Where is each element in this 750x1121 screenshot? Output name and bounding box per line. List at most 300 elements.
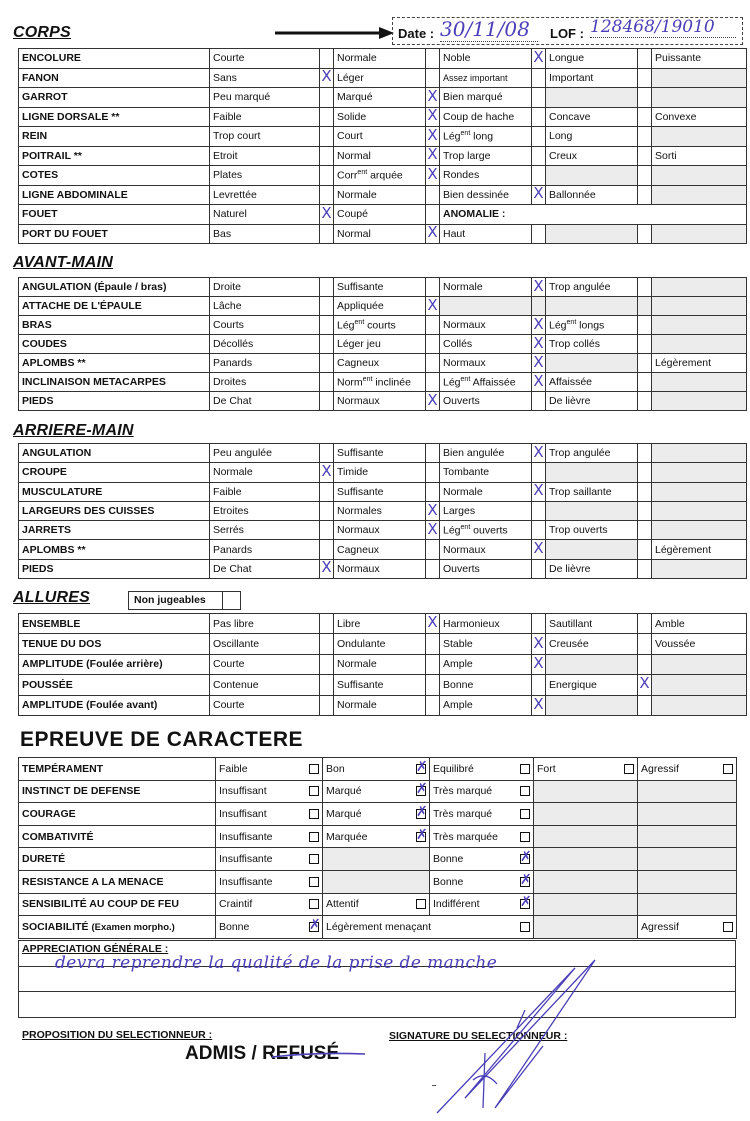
avant-main-option[interactable]: Cagneux bbox=[334, 354, 426, 373]
corps-checkbox[interactable] bbox=[532, 185, 546, 205]
caractere-option[interactable] bbox=[638, 916, 737, 939]
allures-option[interactable]: Ample bbox=[440, 654, 532, 674]
corps-option[interactable]: Noble bbox=[440, 49, 532, 69]
avant-main-checkbox[interactable] bbox=[638, 297, 652, 316]
checked-checkbox[interactable] bbox=[416, 786, 426, 796]
allures-checkbox[interactable] bbox=[638, 654, 652, 674]
allures-option bbox=[652, 675, 747, 695]
arriere-main-option[interactable]: Normale bbox=[440, 482, 532, 501]
x-mark-icon: X bbox=[321, 68, 332, 86]
corps-checkbox[interactable] bbox=[426, 127, 440, 147]
checkbox[interactable] bbox=[520, 764, 530, 774]
empty-cell bbox=[638, 848, 737, 871]
x-mark-icon: X bbox=[533, 277, 544, 295]
caractere-row-label: TEMPÉRAMENT bbox=[19, 758, 216, 781]
corps-option[interactable]: Coup de hache bbox=[440, 107, 532, 127]
corps-option[interactable]: Haut bbox=[440, 224, 532, 244]
corps-checkbox[interactable] bbox=[320, 49, 334, 69]
corps-option[interactable]: Trop court bbox=[210, 127, 320, 147]
corps-checkbox[interactable] bbox=[426, 49, 440, 69]
avant-main-option[interactable]: Affaissée bbox=[546, 373, 638, 392]
corps-checkbox[interactable] bbox=[426, 166, 440, 186]
avant-main-checkbox[interactable] bbox=[638, 373, 652, 392]
arriere-main-option[interactable]: Trop ouverts bbox=[546, 521, 638, 540]
corps-option[interactable]: Lég$^{ent}$ long bbox=[440, 127, 532, 147]
admis-option[interactable]: ADMIS bbox=[185, 1043, 247, 1064]
arriere-main-option[interactable]: Légèrement bbox=[652, 540, 747, 559]
corps-checkbox[interactable] bbox=[532, 224, 546, 244]
corps-title: CORPS bbox=[13, 24, 71, 41]
corps-option[interactable]: Corr$^{ent}$ arquée bbox=[334, 166, 426, 186]
avant-main-option[interactable]: Décollés bbox=[210, 335, 320, 354]
corps-option[interactable]: Court bbox=[334, 127, 426, 147]
corps-checkbox[interactable] bbox=[320, 88, 334, 108]
corps-checkbox[interactable] bbox=[320, 68, 334, 88]
caractere-option[interactable] bbox=[430, 825, 534, 848]
corps-option[interactable]: Ballonnée bbox=[546, 185, 638, 205]
allures-option[interactable]: Creusée bbox=[546, 634, 638, 654]
avant-main-checkbox[interactable] bbox=[320, 297, 334, 316]
allures-option[interactable]: Ondulante bbox=[334, 634, 426, 654]
caractere-row bbox=[19, 848, 737, 871]
avant-main-checkbox[interactable] bbox=[426, 297, 440, 316]
corps-option[interactable]: Puissante bbox=[652, 49, 747, 69]
avant-main-checkbox[interactable] bbox=[320, 335, 334, 354]
avant-main-checkbox[interactable] bbox=[638, 354, 652, 373]
corps-checkbox[interactable] bbox=[532, 49, 546, 69]
allures-checkbox[interactable] bbox=[532, 634, 546, 654]
corps-checkbox[interactable] bbox=[320, 185, 334, 205]
checkbox[interactable] bbox=[309, 786, 319, 796]
checkbox[interactable] bbox=[309, 809, 319, 819]
arriere-main-checkbox[interactable] bbox=[638, 521, 652, 540]
corps-checkbox[interactable] bbox=[638, 146, 652, 166]
arriere-main-checkbox[interactable] bbox=[320, 540, 334, 559]
allures-option[interactable]: Suffisante bbox=[334, 675, 426, 695]
allures-option[interactable]: Pas libre bbox=[210, 614, 320, 634]
corps-checkbox[interactable] bbox=[638, 88, 652, 108]
caractere-option-label: Bonne bbox=[433, 875, 464, 888]
corps-option[interactable]: Peu marqué bbox=[210, 88, 320, 108]
corps-option[interactable]: Sans bbox=[210, 68, 320, 88]
avant-main-checkbox[interactable] bbox=[638, 278, 652, 297]
avant-main-option[interactable]: Lég$^{ent}$ longs bbox=[546, 316, 638, 335]
checkbox[interactable] bbox=[520, 832, 530, 842]
avant-main-checkbox[interactable] bbox=[638, 392, 652, 411]
arriere-main-checkbox[interactable] bbox=[426, 482, 440, 501]
checkbox[interactable] bbox=[723, 764, 733, 774]
avant-main-option[interactable]: De Chat bbox=[210, 392, 320, 411]
arriere-main-option[interactable]: Timide bbox=[334, 463, 426, 482]
avant-main-checkbox[interactable] bbox=[532, 316, 546, 335]
corps-checkbox[interactable] bbox=[638, 107, 652, 127]
arriere-main-checkbox[interactable] bbox=[638, 463, 652, 482]
corps-option[interactable]: Courte bbox=[210, 49, 320, 69]
allures-checkbox[interactable] bbox=[320, 675, 334, 695]
corps-option[interactable]: Normale bbox=[334, 49, 426, 69]
avant-main-option[interactable]: Léger jeu bbox=[334, 335, 426, 354]
corps-checkbox[interactable] bbox=[320, 127, 334, 147]
avant-main-checkbox[interactable] bbox=[426, 354, 440, 373]
corps-checkbox[interactable] bbox=[638, 224, 652, 244]
corps-checkbox[interactable] bbox=[320, 224, 334, 244]
corps-option[interactable]: Léger bbox=[334, 68, 426, 88]
arriere-main-checkbox[interactable] bbox=[426, 501, 440, 520]
caractere-option[interactable] bbox=[430, 803, 534, 826]
arriere-main-option[interactable]: Serrés bbox=[210, 521, 320, 540]
avant-main-checkbox[interactable] bbox=[426, 373, 440, 392]
arriere-main-option[interactable]: Normaux bbox=[334, 559, 426, 578]
caractere-option[interactable] bbox=[430, 848, 534, 871]
avant-main-option[interactable]: Trop angulée bbox=[546, 278, 638, 297]
checkbox[interactable] bbox=[309, 854, 319, 864]
corps-option[interactable]: Concave bbox=[546, 107, 638, 127]
allures-checkbox[interactable] bbox=[532, 675, 546, 695]
arriere-main-option[interactable]: Normaux bbox=[440, 540, 532, 559]
corps-checkbox[interactable] bbox=[638, 68, 652, 88]
avant-main-option[interactable]: Légèrement bbox=[652, 354, 747, 373]
caractere-option[interactable] bbox=[216, 825, 323, 848]
arriere-main-checkbox[interactable] bbox=[320, 559, 334, 578]
avant-main-checkbox[interactable] bbox=[532, 297, 546, 316]
corps-checkbox[interactable] bbox=[532, 146, 546, 166]
corps-checkbox[interactable] bbox=[532, 88, 546, 108]
avant-main-option[interactable]: Normaux bbox=[334, 392, 426, 411]
caractere-option[interactable] bbox=[216, 893, 323, 916]
allures-checkbox[interactable] bbox=[426, 695, 440, 715]
corps-checkbox[interactable] bbox=[426, 107, 440, 127]
avant-main-checkbox[interactable] bbox=[320, 373, 334, 392]
corps-option[interactable]: Longue bbox=[546, 49, 638, 69]
avant-main-option[interactable]: De lièvre bbox=[546, 392, 638, 411]
checkbox[interactable] bbox=[624, 764, 634, 774]
arriere-main-checkbox[interactable] bbox=[426, 559, 440, 578]
allures-checkbox[interactable] bbox=[638, 614, 652, 634]
corps-option[interactable]: ANOMALIE : bbox=[440, 205, 747, 225]
corps-checkbox[interactable] bbox=[320, 166, 334, 186]
allures-checkbox[interactable] bbox=[320, 695, 334, 715]
corps-option[interactable]: Assez important bbox=[440, 68, 532, 88]
caractere-option[interactable] bbox=[216, 803, 323, 826]
avant-main-option[interactable]: Droite bbox=[210, 278, 320, 297]
x-mark-icon: X bbox=[533, 482, 544, 500]
checked-checkbox[interactable] bbox=[416, 764, 426, 774]
arriere-main-option[interactable]: Ouverts bbox=[440, 559, 532, 578]
arriere-main-option[interactable]: Lég$^{ent}$ ouverts bbox=[440, 521, 532, 540]
corps-checkbox[interactable] bbox=[532, 127, 546, 147]
checkbox[interactable] bbox=[520, 809, 530, 819]
allures-option[interactable]: Courte bbox=[210, 654, 320, 674]
corps-checkbox[interactable] bbox=[638, 185, 652, 205]
allures-option[interactable]: Bonne bbox=[440, 675, 532, 695]
avant-main-option[interactable]: Lég$^{ent}$ courts bbox=[334, 316, 426, 335]
caractere-option[interactable] bbox=[323, 893, 430, 916]
allures-option[interactable]: Normale bbox=[334, 654, 426, 674]
caractere-option[interactable] bbox=[430, 870, 534, 893]
corps-option[interactable]: Rondes bbox=[440, 166, 532, 186]
arriere-main-checkbox[interactable] bbox=[320, 501, 334, 520]
corps-checkbox[interactable] bbox=[532, 166, 546, 186]
corps-option[interactable]: Long bbox=[546, 127, 638, 147]
arriere-main-checkbox[interactable] bbox=[532, 463, 546, 482]
arriere-main-checkbox[interactable] bbox=[320, 521, 334, 540]
caractere-option[interactable] bbox=[430, 893, 534, 916]
caractere-option-label: Insuffisante bbox=[219, 830, 273, 843]
arriere-main-checkbox[interactable] bbox=[638, 482, 652, 501]
arriere-main-option[interactable]: Panards bbox=[210, 540, 320, 559]
arriere-main-option[interactable]: Trop angulée bbox=[546, 444, 638, 463]
arriere-main-checkbox[interactable] bbox=[426, 463, 440, 482]
arriere-main-checkbox[interactable] bbox=[638, 501, 652, 520]
arriere-main-option[interactable]: Suffisante bbox=[334, 482, 426, 501]
avant-main-checkbox[interactable] bbox=[638, 335, 652, 354]
x-mark-icon: X bbox=[427, 165, 438, 183]
avant-main-checkbox[interactable] bbox=[320, 392, 334, 411]
corps-checkbox[interactable] bbox=[532, 68, 546, 88]
corps-checkbox[interactable] bbox=[638, 166, 652, 186]
avant-main-option[interactable]: Lâche bbox=[210, 297, 320, 316]
allures-option[interactable]: Stable bbox=[440, 634, 532, 654]
corps-option[interactable]: Trop large bbox=[440, 146, 532, 166]
checkbox[interactable] bbox=[520, 922, 530, 932]
arriere-main-checkbox[interactable] bbox=[320, 482, 334, 501]
checkbox[interactable] bbox=[309, 877, 319, 887]
corps-option[interactable]: Plates bbox=[210, 166, 320, 186]
arriere-main-checkbox[interactable] bbox=[426, 540, 440, 559]
arriere-main-checkbox[interactable] bbox=[532, 559, 546, 578]
caractere-option[interactable] bbox=[323, 803, 430, 826]
allures-checkbox[interactable] bbox=[638, 634, 652, 654]
avant-main-option[interactable]: Droites bbox=[210, 373, 320, 392]
allures-option[interactable]: Energique bbox=[546, 675, 638, 695]
corps-checkbox[interactable] bbox=[320, 146, 334, 166]
avant-main-option[interactable]: Ouverts bbox=[440, 392, 532, 411]
corps-option[interactable]: Levrettée bbox=[210, 185, 320, 205]
allures-option[interactable]: Contenue bbox=[210, 675, 320, 695]
avant-main-option[interactable]: Suffisante bbox=[334, 278, 426, 297]
caractere-option-label: Craintif bbox=[219, 898, 253, 911]
corps-option[interactable]: Marqué bbox=[334, 88, 426, 108]
caractere-option[interactable] bbox=[216, 870, 323, 893]
arriere-main-checkbox[interactable] bbox=[532, 501, 546, 520]
corps-checkbox[interactable] bbox=[426, 224, 440, 244]
allures-option[interactable]: Oscillante bbox=[210, 634, 320, 654]
arriere-main-checkbox[interactable] bbox=[638, 540, 652, 559]
checkbox[interactable] bbox=[520, 786, 530, 796]
corps-option[interactable]: Normale bbox=[334, 185, 426, 205]
caractere-option[interactable] bbox=[216, 780, 323, 803]
allures-option[interactable]: Normale bbox=[334, 695, 426, 715]
corps-row-label: POITRAIL ** bbox=[19, 146, 210, 166]
allures-checkbox[interactable] bbox=[426, 634, 440, 654]
checked-checkbox[interactable] bbox=[416, 832, 426, 842]
caractere-option-label: Bon bbox=[326, 762, 345, 775]
arriere-main-option[interactable]: Cagneux bbox=[334, 540, 426, 559]
corps-option[interactable]: Etroit bbox=[210, 146, 320, 166]
avant-main-checkbox[interactable] bbox=[532, 335, 546, 354]
caractere-row bbox=[19, 893, 737, 916]
corps-option[interactable]: Convexe bbox=[652, 107, 747, 127]
arriere-main-checkbox[interactable] bbox=[532, 521, 546, 540]
arriere-main-row bbox=[19, 521, 747, 540]
corps-checkbox[interactable] bbox=[426, 185, 440, 205]
arriere-main-checkbox[interactable] bbox=[532, 540, 546, 559]
avant-main-checkbox[interactable] bbox=[426, 316, 440, 335]
corps-checkbox[interactable] bbox=[426, 68, 440, 88]
avant-main-option[interactable]: Trop collés bbox=[546, 335, 638, 354]
caractere-option[interactable] bbox=[430, 758, 534, 781]
caractere-option-label: Bonne bbox=[433, 853, 464, 866]
avant-main-checkbox[interactable] bbox=[426, 392, 440, 411]
appreciation-text[interactable]: devra reprendre la qualité de la prise de manche bbox=[55, 953, 498, 973]
corps-checkbox[interactable] bbox=[638, 127, 652, 147]
avant-main-checkbox[interactable] bbox=[320, 316, 334, 335]
corps-option[interactable]: Bas bbox=[210, 224, 320, 244]
caractere-option[interactable] bbox=[534, 758, 638, 781]
avant-main-option[interactable]: Normaux bbox=[440, 316, 532, 335]
checked-checkbox[interactable] bbox=[520, 899, 530, 909]
corps-checkbox[interactable] bbox=[532, 107, 546, 127]
allures-checkbox[interactable] bbox=[426, 614, 440, 634]
arriere-main-option[interactable]: Faible bbox=[210, 482, 320, 501]
caractere-option[interactable] bbox=[638, 758, 737, 781]
allures-checkbox[interactable] bbox=[320, 614, 334, 634]
allures-option[interactable]: Voussée bbox=[652, 634, 747, 654]
allures-option[interactable]: Ample bbox=[440, 695, 532, 715]
caractere-option[interactable] bbox=[216, 848, 323, 871]
caractere-row bbox=[19, 780, 737, 803]
arriere-main-checkbox[interactable] bbox=[320, 463, 334, 482]
date-field[interactable]: 30/11/08 bbox=[440, 17, 538, 42]
allures-checkbox[interactable] bbox=[638, 695, 652, 715]
caractere-option[interactable] bbox=[323, 758, 430, 781]
arriere-main-option[interactable]: Normales bbox=[334, 501, 426, 520]
arriere-main-checkbox[interactable] bbox=[320, 444, 334, 463]
avant-main-checkbox[interactable] bbox=[532, 392, 546, 411]
corps-option[interactable]: Normal bbox=[334, 146, 426, 166]
caractere-option[interactable] bbox=[323, 916, 534, 939]
arriere-main-row-label: PIEDS bbox=[19, 559, 210, 578]
corps-option[interactable]: Normal bbox=[334, 224, 426, 244]
allures-checkbox[interactable] bbox=[532, 654, 546, 674]
allures-option[interactable]: Libre bbox=[334, 614, 426, 634]
avant-main-checkbox[interactable] bbox=[426, 278, 440, 297]
avant-main-option[interactable]: Appliquée bbox=[334, 297, 426, 316]
avant-main-option[interactable]: Panards bbox=[210, 354, 320, 373]
arriere-main-option[interactable]: Etroites bbox=[210, 501, 320, 520]
caractere-option[interactable] bbox=[216, 916, 323, 939]
checkbox[interactable] bbox=[723, 922, 733, 932]
allures-checkbox[interactable] bbox=[320, 654, 334, 674]
avant-main-checkbox[interactable] bbox=[320, 354, 334, 373]
corps-option[interactable]: Faible bbox=[210, 107, 320, 127]
allures-option[interactable]: Courte bbox=[210, 695, 320, 715]
arriere-main-option[interactable]: Normale bbox=[210, 463, 320, 482]
avant-main-option[interactable]: Norm$^{ent}$ inclinée bbox=[334, 373, 426, 392]
arriere-main-checkbox[interactable] bbox=[532, 482, 546, 501]
checkbox[interactable] bbox=[309, 832, 319, 842]
arriere-main-option[interactable]: Peu angulée bbox=[210, 444, 320, 463]
corps-option[interactable]: Important bbox=[546, 68, 638, 88]
corps-checkbox[interactable] bbox=[320, 107, 334, 127]
arriere-main-option[interactable]: Bien angulée bbox=[440, 444, 532, 463]
avant-main-checkbox[interactable] bbox=[426, 335, 440, 354]
corps-option[interactable]: Bien marqué bbox=[440, 88, 532, 108]
avant-main-option[interactable]: Normale bbox=[440, 278, 532, 297]
arriere-main-option[interactable]: De lièvre bbox=[546, 559, 638, 578]
arriere-main-checkbox[interactable] bbox=[426, 521, 440, 540]
allures-checkbox[interactable] bbox=[426, 675, 440, 695]
avant-main-checkbox[interactable] bbox=[638, 316, 652, 335]
caractere-option[interactable] bbox=[323, 780, 430, 803]
allures-checkbox[interactable] bbox=[532, 695, 546, 715]
checked-checkbox[interactable] bbox=[520, 877, 530, 887]
arriere-main-checkbox[interactable] bbox=[638, 444, 652, 463]
refuse-option[interactable]: REFUSÉ bbox=[262, 1043, 340, 1064]
caractere-option[interactable] bbox=[323, 825, 430, 848]
avant-main-checkbox[interactable] bbox=[320, 278, 334, 297]
avant-main-checkbox[interactable] bbox=[532, 373, 546, 392]
allures-checkbox[interactable] bbox=[638, 675, 652, 695]
allures-option[interactable]: Harmonieux bbox=[440, 614, 532, 634]
corps-option[interactable]: Creux bbox=[546, 146, 638, 166]
avant-main-option[interactable]: Collés bbox=[440, 335, 532, 354]
corps-checkbox[interactable] bbox=[320, 205, 334, 225]
arriere-main-checkbox[interactable] bbox=[426, 444, 440, 463]
caractere-option[interactable] bbox=[216, 758, 323, 781]
arriere-main-option[interactable]: Tombante bbox=[440, 463, 532, 482]
arriere-main-option[interactable]: Trop saillante bbox=[546, 482, 638, 501]
x-mark-icon: X bbox=[533, 185, 544, 203]
checkbox[interactable] bbox=[416, 899, 426, 909]
arriere-main-option[interactable]: Suffisante bbox=[334, 444, 426, 463]
corps-option[interactable]: Solide bbox=[334, 107, 426, 127]
lof-field[interactable]: 128468/19010 bbox=[590, 17, 736, 38]
arriere-main-checkbox[interactable] bbox=[532, 444, 546, 463]
allures-checkbox[interactable] bbox=[426, 654, 440, 674]
avant-main-checkbox[interactable] bbox=[532, 354, 546, 373]
corps-checkbox[interactable] bbox=[426, 146, 440, 166]
avant-main-option[interactable]: Normaux bbox=[440, 354, 532, 373]
arriere-main-checkbox[interactable] bbox=[638, 559, 652, 578]
allures-checkbox[interactable] bbox=[532, 614, 546, 634]
arriere-main-option[interactable]: Larges bbox=[440, 501, 532, 520]
empty-cell bbox=[534, 848, 638, 871]
checked-checkbox[interactable] bbox=[520, 854, 530, 864]
corps-checkbox[interactable] bbox=[638, 49, 652, 69]
avant-main-option[interactable]: Courts bbox=[210, 316, 320, 335]
non-jugeables-checkbox[interactable] bbox=[222, 592, 240, 609]
corps-option[interactable]: Bien dessinée bbox=[440, 185, 532, 205]
corps-checkbox[interactable] bbox=[426, 205, 440, 225]
arriere-main-option[interactable]: Normaux bbox=[334, 521, 426, 540]
allures-option[interactable]: Sautillant bbox=[546, 614, 638, 634]
caractere-option[interactable] bbox=[430, 780, 534, 803]
corps-option[interactable]: Naturel bbox=[210, 205, 320, 225]
allures-option[interactable]: Amble bbox=[652, 614, 747, 634]
checked-checkbox[interactable] bbox=[309, 922, 319, 932]
checkbox[interactable] bbox=[309, 899, 319, 909]
checkbox[interactable] bbox=[309, 764, 319, 774]
arriere-main-option[interactable]: De Chat bbox=[210, 559, 320, 578]
avant-main-checkbox[interactable] bbox=[532, 278, 546, 297]
avant-main-option[interactable]: Lég$^{ent}$ Affaissée bbox=[440, 373, 532, 392]
corps-option[interactable]: Coupé bbox=[334, 205, 426, 225]
corps-checkbox[interactable] bbox=[426, 88, 440, 108]
checked-checkbox[interactable] bbox=[416, 809, 426, 819]
allures-checkbox[interactable] bbox=[320, 634, 334, 654]
corps-option[interactable]: Sorti bbox=[652, 146, 747, 166]
